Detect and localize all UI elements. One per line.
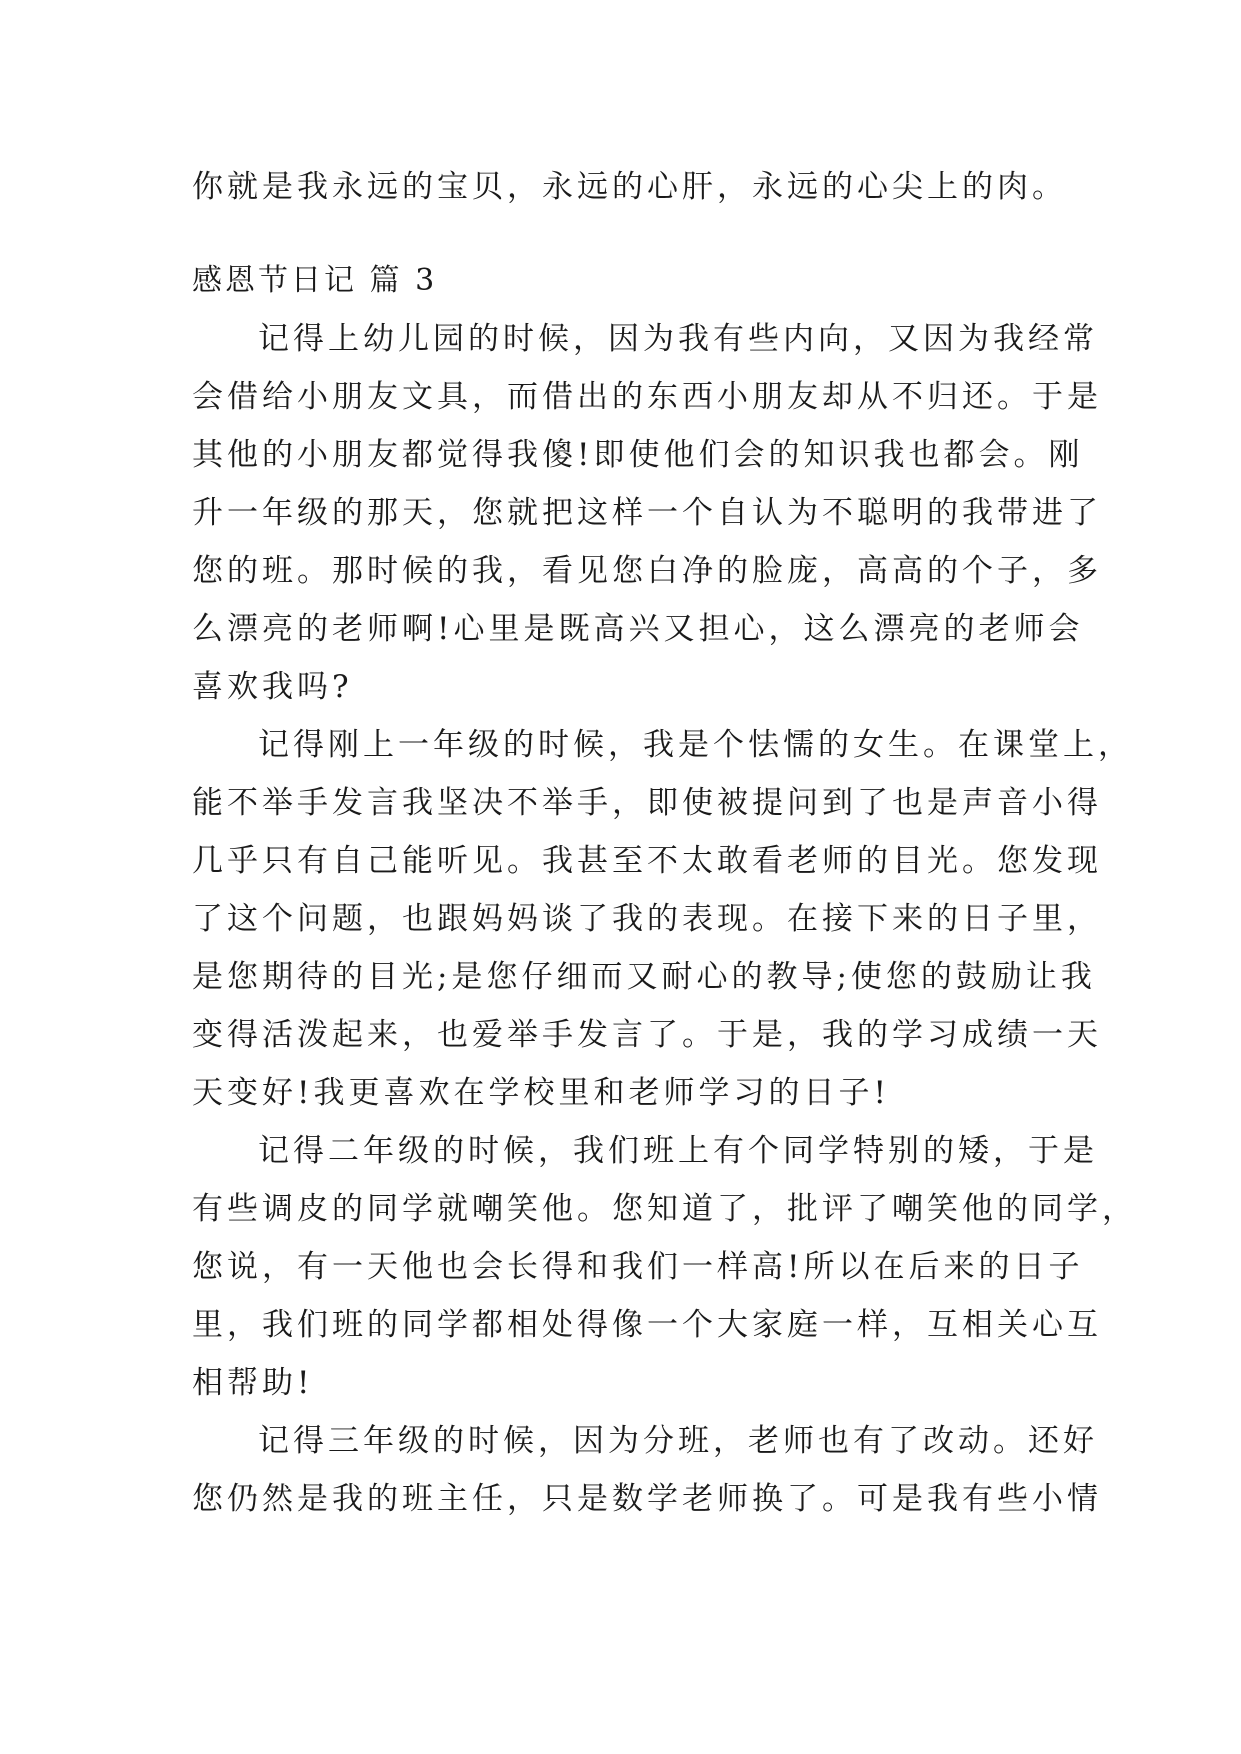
paragraph-line: 了这个问题，也跟妈妈谈了我的表现。在接下来的日子里，: [192, 901, 1102, 937]
paragraph-line: 您说，有一天他也会长得和我们一样高!所以在后来的日子: [192, 1249, 1084, 1285]
paragraph-line: 有些调皮的同学就嘲笑他。您知道了，批评了嘲笑他的同学，: [192, 1191, 1137, 1227]
paragraph-line: 会借给小朋友文具，而借出的东西小朋友却从不归还。于是: [192, 379, 1102, 415]
paragraph-1: [192, 310, 1102, 716]
paragraph-line: 能不举手发言我坚决不举手，即使被提问到了也是声音小得: [192, 785, 1102, 821]
paragraph-line: 相帮助!: [192, 1365, 314, 1401]
paragraph-line: 天变好!我更喜欢在学校里和老师学习的日子!: [192, 1075, 890, 1111]
section-heading: 感恩节日记 篇 3: [192, 263, 438, 298]
paragraph-line: 么漂亮的老师啊!心里是既高兴又担心，这么漂亮的老师会: [192, 611, 1084, 647]
document-body: [192, 158, 1137, 1528]
paragraph-line: 您的班。那时候的我，看见您白净的脸庞，高高的个子，多: [192, 553, 1102, 589]
paragraph-line: 喜欢我吗?: [192, 669, 353, 705]
paragraph-2: [192, 716, 1133, 1122]
paragraph-line: 升一年级的那天，您就把这样一个自认为不聪明的我带进了: [192, 495, 1102, 531]
paragraph-line: 几乎只有自己能听见。我甚至不太敢看老师的目光。您发现: [192, 843, 1102, 879]
paragraph-line: 记得上幼儿园的时候，因为我有些内向，又因为我经常: [258, 321, 1098, 357]
paragraph-line: 记得二年级的时候，我们班上有个同学特别的矮，于是: [258, 1133, 1098, 1169]
paragraph-line: 是您期待的目光;是您仔细而又耐心的教导;使您的鼓励让我: [192, 959, 1096, 995]
paragraph-4: [192, 1412, 1102, 1528]
paragraph-line: 记得三年级的时候，因为分班，老师也有了改动。还好: [258, 1423, 1098, 1459]
paragraph-line: 变得活泼起来，也爱举手发言了。于是，我的学习成绩一天: [192, 1017, 1102, 1053]
intro-line: 你就是我永远的宝贝，永远的心肝，永远的心尖上的肉。: [192, 169, 1067, 205]
paragraph-line: 其他的小朋友都觉得我傻!即使他们会的知识我也都会。刚: [192, 437, 1084, 473]
paragraph-line: 里，我们班的同学都相处得像一个大家庭一样，互相关心互: [192, 1307, 1102, 1343]
paragraph-line: 记得刚上一年级的时候，我是个怯懦的女生。在课堂上，: [258, 727, 1133, 763]
paragraph-3: [192, 1122, 1137, 1412]
paragraph-line: 您仍然是我的班主任，只是数学老师换了。可是我有些小情: [192, 1481, 1102, 1517]
